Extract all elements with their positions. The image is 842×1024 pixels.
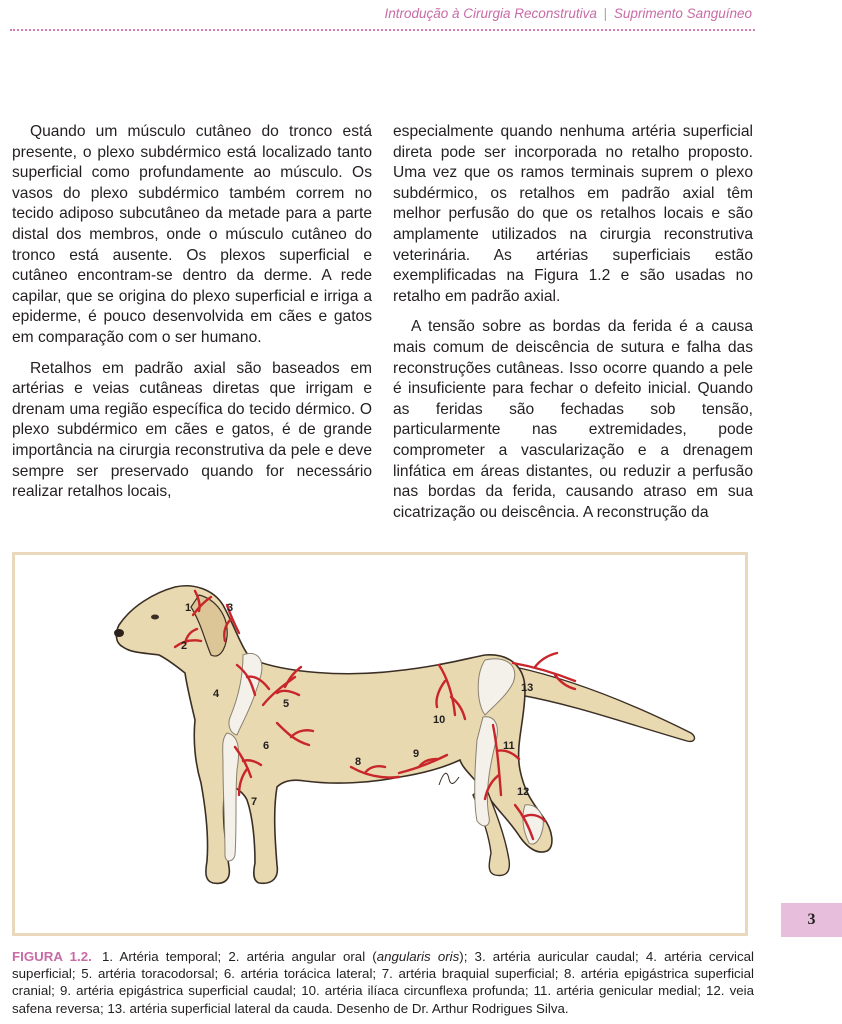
artery-label-11: 11 bbox=[503, 740, 515, 752]
page-number-tab: 3 bbox=[781, 903, 842, 937]
paragraph: Quando um músculo cutâneo do tronco está presente, o plexo subdérmico está localizado tanto superficial como profundamente ao músculo. Os vasos do plexo subdérmico também correm no tecido adiposo subcutâneo da metade para a parte distal dos membros, onde o músculo cutâneo do tronco está ausente. Os plexos superficial e cutâneo encontram-se dentro da derme. A rede capilar, que se origina do plexo superficial e irriga a epiderme, é pouco desenvolvida em cães e gatos em comparação com o ser humano. bbox=[12, 123, 372, 346]
artery-label-1: 1 bbox=[185, 602, 192, 614]
paragraph: Retalhos em padrão axial são baseados em artérias e veias cutâneas diretas que irrigam e drenam uma região específica do tecido dérmico. O plexo subdérmico em cães e gatos, é de grande importância na cirurgia reconstrutiva da pele e deve sempre ser preservado quando for necessário realizar retalhos locais, bbox=[12, 359, 372, 501]
paragraph: A tensão sobre as bordas da ferida é a causa mais comum de deiscência de sutura e falha das reconstruções cutâneas. Isso ocorre quando a pele é insuficiente para fechar o defeito inicial. Quando as feridas são fechadas sob tensão, particularmente nas extremidades, pode comprometer a vascularização e a drenagem linfática em áreas distantes, ou reduzir a perfusão nas bordas da ferida, causando atraso em sua cicatrização ou deiscência. A reconstrução da bbox=[393, 318, 753, 521]
paragraph: especialmente quando nenhuma artéria superficial direta pode ser incorporada no retalho proposto. Uma vez que os ramos terminais suprem o plexo subdérmico, os retalhos em padrão axial têm melhor perfusão do que os retalhos locais e são amplamente utilizados na cirurgia reconstrutiva veterinária. As artérias superficiais estão exemplificadas na Figura 1.2 e são usadas no retalho em padrão axial. bbox=[393, 123, 753, 305]
dog-eye bbox=[151, 615, 159, 620]
artist-signature bbox=[439, 773, 459, 785]
running-header bbox=[384, 6, 752, 21]
right-text-column bbox=[393, 122, 753, 533]
artery-label-5: 5 bbox=[283, 698, 290, 710]
figure-label: FIGURA 1.2. bbox=[12, 949, 92, 964]
artery-label-13: 13 bbox=[521, 682, 534, 694]
chapter-title: Suprimento Sanguíneo bbox=[613, 6, 752, 21]
artery-label-8: 8 bbox=[355, 756, 362, 768]
caption-italic-term: angularis oris bbox=[376, 949, 460, 964]
artery-label-4: 4 bbox=[213, 688, 220, 700]
caption-text: 1. Artéria temporal; 2. artéria angular oral ( bbox=[101, 949, 377, 964]
dog-tail bbox=[515, 667, 694, 741]
dog-nose bbox=[114, 629, 124, 637]
artery-label-10: 10 bbox=[433, 714, 446, 726]
artery-label-7: 7 bbox=[251, 796, 258, 808]
figure-caption bbox=[12, 948, 754, 1017]
caption-text-cont: ); 3. artéria auricular caudal; 4. artéria cervical superficial; 5. artéria toracodorsal; 6. artéria torácica lateral; 7. artéria braquial superficial; 8. artéria epigástrica superficial cranial; 9. artéria epigástrica superficial caudal; 10. artéria ilíaca circunflexa profunda; 11. artéria genicular medial; 12. veia safena reversa; 13. artéria superficial lateral da cauda. Desenho de Dr. Arthur Rodrigues Silva. bbox=[12, 949, 754, 1016]
artery-label-3: 3 bbox=[227, 602, 234, 614]
artery-label-6: 6 bbox=[263, 740, 270, 752]
artery-label-12: 12 bbox=[517, 786, 530, 798]
header-dotted-rule bbox=[10, 29, 755, 31]
artery-label-2: 2 bbox=[181, 640, 188, 652]
figure-dog-arteries bbox=[12, 552, 748, 936]
dog-illustration bbox=[15, 555, 745, 933]
left-text-column bbox=[12, 122, 372, 513]
header-separator: | bbox=[603, 6, 608, 21]
artery-label-9: 9 bbox=[413, 748, 420, 760]
book-title: Introdução à Cirurgia Reconstrutiva bbox=[384, 6, 597, 21]
